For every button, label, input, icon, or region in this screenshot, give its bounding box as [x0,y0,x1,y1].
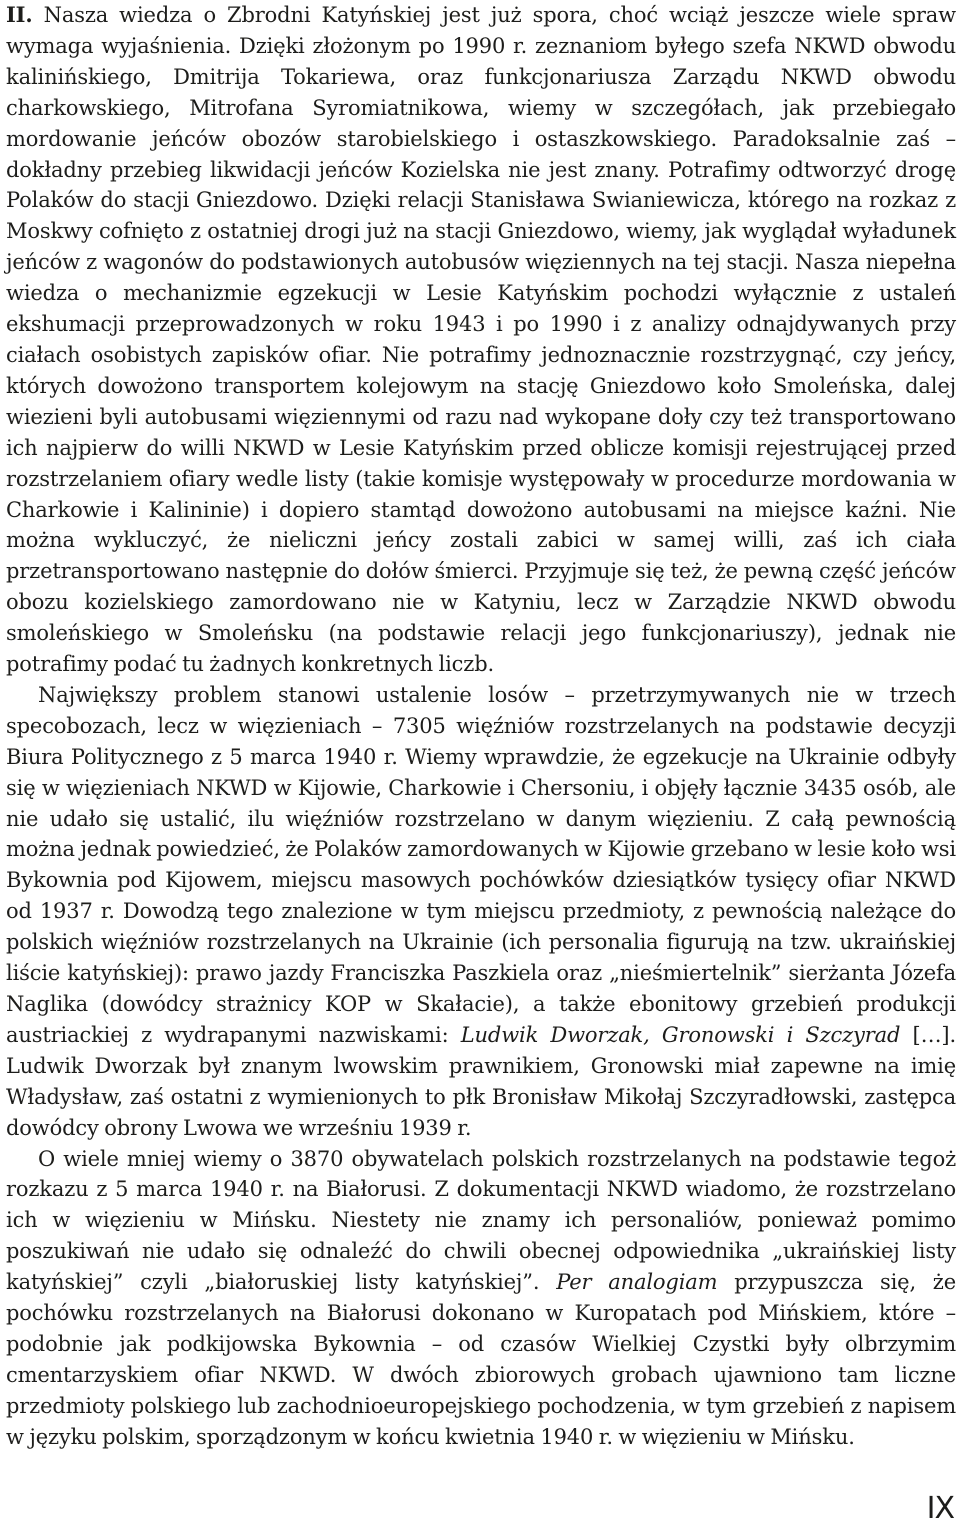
paragraph-2-text-a: Największy problem stanowi ustalenie losów – przetrzymywanych nie w trzech specobozach, lecz w więzieniach – 7305 więźniów rozstrzelanych na podstawie decyzji Biura Politycznego z 5 marca 1940 r. Wiemy wprawdzie, że egzekucje na Ukrainie odbyły się w więzieniach NKWD w Kijowie, Charkowie i Chersoniu, i objęły łącznie 3435 osób, ale nie udało się ustalić, ilu więźniów rozstrzelano w danym więzieniu. Z całą pewnością można jednak powiedzieć, że Polaków zamordowanych w Kijowie grzebano w lesie koło wsi Bykownia pod Kijowem, miejscu masowych pochówków dziesiątków tysięcy ofiar NKWD od 1937 r. Dowodzą tego znalezione w tym miejscu przedmioty, z pewnością należące do polskich więźniów rozstrzelanych na Ukrainie (ich personalia figurują na tzw. ukraińskiej liście katyńskiej): prawo jazdy Franciszka Paszkiela oraz „nieśmiertelnik” sierżanta Józefa Naglika (dowódcy strażnicy KOP w Skałacie), a także ebonitowy grzebień produkcji austriackiej z wydrapanymi nazwiskami: [6,682,956,1047]
section-number: II. [6,2,33,27]
paragraph-3-italic-phrase: Per analogiam [556,1270,718,1295]
page-number: IX [926,1491,954,1526]
paragraph-2-italic-names: Ludwik Dworzak, Gronowski i Szczyrad [460,1022,901,1047]
paragraph-3-text-b: przypuszcza się, że pochówku rozstrzelanych na Białorusi dokonano w Kuropatach pod Mińskiem, które – podobnie jak podkijowska Bykownia – od czasów Wielkiej Czystki były olbrzymim cmentarzyskiem ofiar NKWD. W dwóch zbiorowych grobach ujawniono tam liczne przedmioty polskiego lub zachodnioeuropejskiego pochodzenia, w tym grzebień z napisem w języku polskim, sporządzonym w końcu kwietnia 1940 r. w więzieniu w Mińsku. [6,1270,956,1449]
paragraph-3 [6,1144,956,1453]
paragraph-3-text-a: O wiele mniej wiemy o 3870 obywatelach polskich rozstrzelanych na podstawie tegoż rozkazu z 5 marca 1940 r. na Białorusi. Z dokumentacji NKWD wiadomo, że rozstrzelano ich w więzieniu w Mińsku. Niestety nie znamy ich personaliów, ponieważ pomimo poszukiwań nie udało się odnaleźć do chwili obecnej odpowiednika „ukraińskiej listy katyńskiej” czyli „białoruskiej listy katyńskiej”. [6,1146,956,1295]
paragraph-2 [6,680,956,1144]
paragraph-2-text-b: […]. Ludwik Dworzak był znanym lwowskim prawnikiem, Gronowski miał zapewne na imię Władysław, zaś ostatni z wymienionych to płk Bronisław Mikołaj Szczyradłowski, zastępca dowódcy obrony Lwowa we wrześniu 1939 r. [6,1022,956,1140]
paragraph-1 [6,0,956,680]
paragraph-1-text: Nasza wiedza o Zbrodni Katyńskiej jest już spora, choć wciąż jeszcze wiele spraw wymaga wyjaśnienia. Dzięki złożonym po 1990 r. zeznaniom byłego szefa NKWD obwodu kalinińskiego, Dmitrija Tokariewa, oraz funkcjonariusza Zarządu NKWD obwodu charkowskiego, Mitrofana Syromiatnikowa, wiemy w szczegółach, jak przebiegało mordowanie jeńców obozów starobielskiego i ostaszkowskiego. Paradoksalnie zaś – dokładny przebieg likwidacji jeńców Kozielska nie jest znany. Potrafimy odtworzyć drogę Polaków do stacji Gniezdowo. Dzięki relacji Stanisława Swianiewicza, którego na rozkaz z Moskwy cofnięto z ostatniej drogi już na stacji Gniezdowo, wiemy, jak wyglądał wyładunek jeńców z wagonów do podstawionych autobusów więziennych na tej stacji. Nasza niepełna wiedza o mechanizmie egzekucji w Lesie Katyńskim pochodzi wyłącznie z ustaleń ekshumacji przeprowadzonych w roku 1943 i po 1990 i z analizy odnajdywanych przy ciałach osobistych zapisków ofiar. Nie potrafimy jednoznacznie rozstrzygnąć, czy jeńcy, których dowożono transportem kolejowym na stację Gniezdowo koło Smoleńska, dalej wiezieni byli autobusami więziennymi od razu nad wykopane doły czy też transportowano ich najpierw do willi NKWD w Lesie Katyńskim przed oblicze komisji rejestrującej przed rozstrzelaniem ofiary wedle listy (takie komisje występowały w procedurze mordowania w Charkowie i Kalininie) i dopiero stamtąd dowożono autobusami na miejsce kaźni. Nie można wykluczyć, że nieliczni jeńcy zostali zabici w samej willi, zaś ich ciała przetransportowano następnie do dołów śmierci. Przyjmuje się też, że pewną część jeńców obozu kozielskiego zamordowano nie w Katyniu, lecz w Zarządzie NKWD obwodu smoleńskiego w Smoleńsku (na podstawie relacji jego funkcjonariuszy), jednak nie potrafimy podać tu żadnych konkretnych liczb. [6,3,956,677]
document-page [6,0,956,1453]
